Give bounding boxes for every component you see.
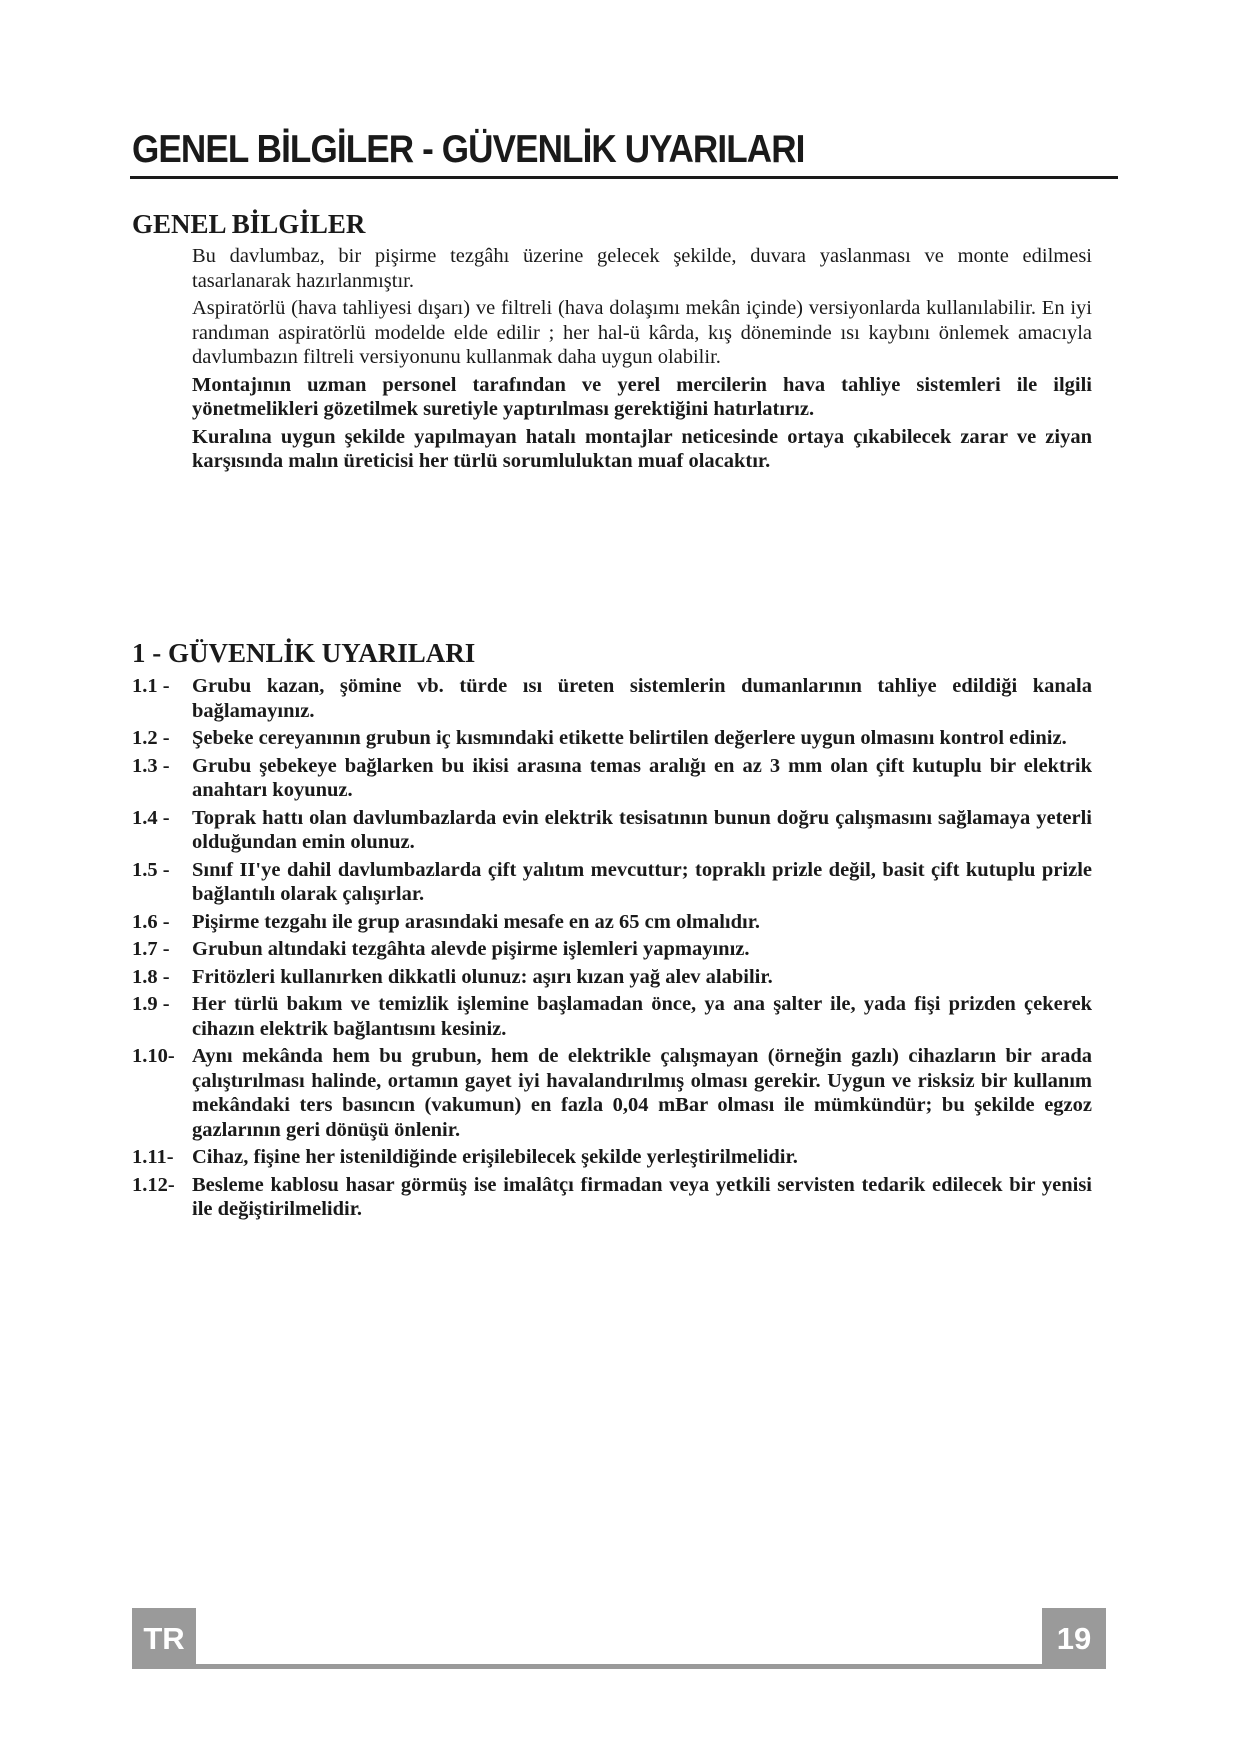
warning-text: Cihaz, fişine her istenildiğinde erişilebilecek şekilde yerleştirilmelidir. xyxy=(192,1146,798,1168)
warning-text: Besleme kablosu hasar görmüş ise imalâtçı firmadan veya yetkili servisten tedarik edilecek bir yenisi ile değiştirilmelidir. xyxy=(192,1173,1092,1220)
warning-number: 1.8 - xyxy=(132,965,170,988)
warning-text: Aynı mekânda hem bu grubun, hem de elektrikle çalışmayan (örneğin gazlı) cihazların bir arada çalıştırılması halinde, ortamın gayet iyi havalandırılmış olması gerekir. Uygun ve risksiz bir kullanım mekândaki ters basıncın (vakumun) en fazla 0,04 mBar olması ile mümkündür; bu şekilde egzoz gazlarının geri dönüşü önlenir. xyxy=(192,1045,1092,1141)
warning-number: 1.10- xyxy=(132,1045,175,1067)
warning-text: Her türlü bakım ve temizlik işlemine başlamadan önce, ya ana şalter ile, yada fişi prizden çekerek cihazın elektrik bağlantısını kesiniz. xyxy=(192,993,1092,1040)
liability-notice: Kuralına uygun şekilde yapılmayan hatalı montajlar neticesinde ortaya çıkabilecek zarar ve ziyan karşısında malın üreticisi her türlü sorumluluktan muaf olacaktır. xyxy=(192,425,1092,472)
warning-item xyxy=(132,937,1092,962)
warning-text: Grubu şebekeye bağlarken bu ikisi arasına temas aralığı en az 3 mm olan çift kutuplu bir elektrik anahtarı koyunuz. xyxy=(192,754,1092,801)
intro-paragraph: Bu davlumbaz, bir pişirme tezgâhı üzerine gelecek şekilde, duvara yaslanması ve monte edilmesi tasarlanarak hazırlanmıştır. xyxy=(192,245,1092,292)
warning-number: 1.12- xyxy=(132,1173,175,1196)
warning-item xyxy=(132,910,1092,935)
warning-number: 1.11- xyxy=(132,1146,174,1168)
warning-number: 1.1 - xyxy=(132,675,170,697)
footer-rule xyxy=(196,1664,1042,1669)
warning-number: 1.9 - xyxy=(132,993,170,1015)
warning-item xyxy=(132,992,1092,1041)
warning-number: 1.6 - xyxy=(132,910,170,933)
safety-warnings-heading: 1 - GÜVENLİK UYARILARI xyxy=(132,638,476,668)
warning-text: Pişirme tezgahı ile grup arasındaki mesafe en az 65 cm olmalıdır. xyxy=(192,910,761,933)
safety-warnings-list xyxy=(132,674,1092,1225)
title-rule xyxy=(130,176,1118,179)
warning-item xyxy=(132,965,1092,990)
warning-number: 1.3 - xyxy=(132,754,170,777)
page-number: 19 xyxy=(1042,1608,1106,1669)
warning-item xyxy=(132,806,1092,855)
warning-text: Toprak hattı olan davlumbazlarda evin elektrik tesisatının bunun doğru çalışmasını sağlamaya yeterli olduğundan emin olunuz. xyxy=(192,806,1092,853)
general-info-text xyxy=(192,244,1092,477)
language-badge: TR xyxy=(132,1608,196,1669)
warning-item xyxy=(132,1145,1092,1170)
general-info-heading: GENEL BİLGİLER xyxy=(132,209,366,239)
warning-number: 1.4 - xyxy=(132,806,170,829)
warning-item xyxy=(132,1044,1092,1142)
intro-paragraph: Aspiratörlü (hava tahliyesi dışarı) ve filtreli (hava dolaşımı mekân içinde) versiyonlarda kullanılabilir. En iyi randıman aspiratörlü modelde elde edilir ; her hal-ü kârda, kış döneminde ısı kaybını önlemek amacıyla davlumbazın filtreli versiyonunu kullanmak daha uygun olabilir. xyxy=(192,297,1092,368)
warning-item xyxy=(132,1173,1092,1222)
warning-number: 1.7 - xyxy=(132,938,170,960)
warning-text: Şebeke cereyanının grubun iç kısmındaki etikette belirtilen değerlere uygun olmasını kontrol ediniz. xyxy=(192,727,1067,749)
warning-item xyxy=(132,726,1092,751)
warning-item xyxy=(132,754,1092,803)
warning-text: Fritözleri kullanırken dikkatli olunuz: aşırı kızan yağ alev alabilir. xyxy=(192,965,773,988)
warning-text: Grubun altındaki tezgâhta alevde pişirme işlemleri yapmayınız. xyxy=(192,938,750,960)
warning-text: Sınıf II'ye dahil davlumbazlarda çift yalıtım mevcuttur; topraklı prizle değil, basit çift kutuplu prizle bağlantılı olarak çalışırlar. xyxy=(192,858,1092,905)
warning-number: 1.2 - xyxy=(132,727,170,749)
page-footer xyxy=(132,1608,1106,1669)
warning-number: 1.5 - xyxy=(132,858,170,881)
warning-item xyxy=(132,858,1092,907)
warning-item xyxy=(132,674,1092,723)
page-title: GENEL BİLGİLER - GÜVENLİK UYARILARI xyxy=(132,128,805,171)
warning-text: Grubu kazan, şömine vb. türde ısı üreten sistemlerin dumanlarının tahliye edildiği kanala bağlamayınız. xyxy=(192,675,1092,722)
installation-notice: Montajının uzman personel tarafından ve yerel mercilerin hava tahliye sistemleri ile ilgili yönetmelikleri gözetilmek suretiyle yaptırılması gerektiğini hatırlatırız. xyxy=(192,373,1092,420)
